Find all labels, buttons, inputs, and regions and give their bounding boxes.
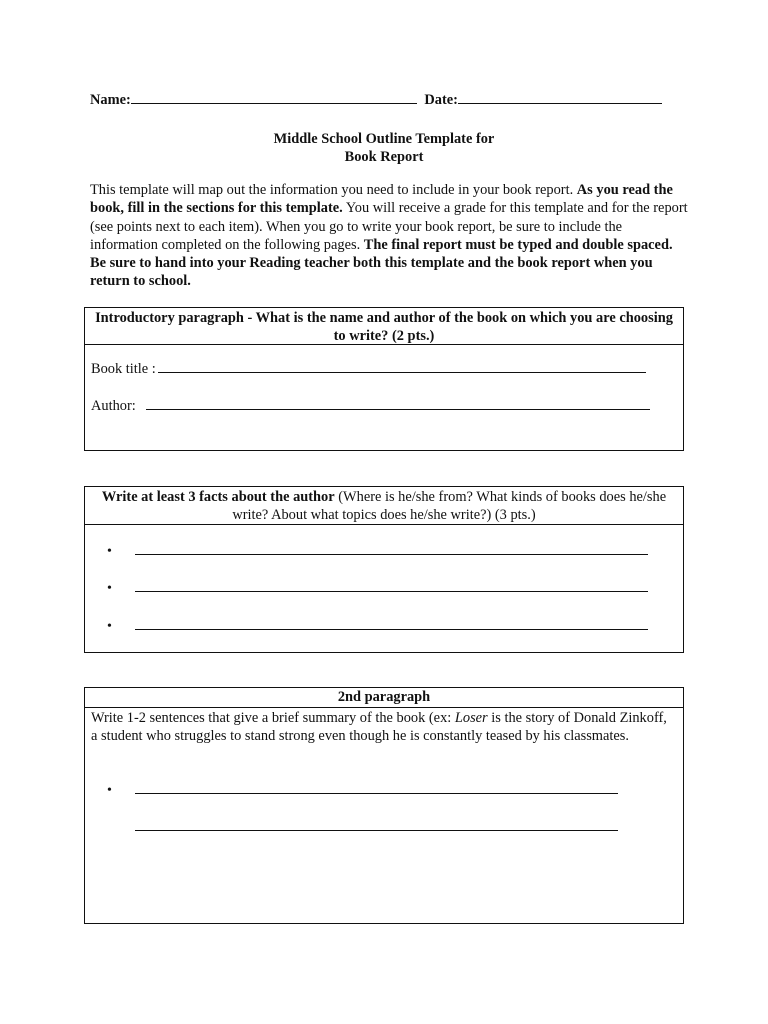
fact-line-3[interactable]: [135, 628, 648, 630]
name-blank-line[interactable]: [131, 102, 417, 104]
date-label: Date:: [424, 92, 458, 108]
second-paragraph-box: [84, 687, 684, 924]
book-title-field: [91, 361, 646, 378]
author-facts-heading-bold: Write at least 3 facts about the author: [101, 489, 335, 505]
fact-bullet-1: [107, 543, 648, 560]
author-label: Author:: [91, 398, 136, 414]
summary-line-1[interactable]: [135, 792, 618, 794]
bullet-icon: •: [107, 544, 112, 559]
book-title-line[interactable]: [158, 371, 646, 373]
name-label: Name:: [90, 92, 131, 108]
author-facts-heading: [85, 487, 683, 525]
intro-bold-2: The final report must be typed and double spaced. Be sure to hand into your Reading teacher both this template and the book report when you return to school.: [90, 236, 673, 290]
intro-section-heading: Introductory paragraph - What is the name and author of the book on which you are choosing to write? (2 pts.): [85, 308, 683, 345]
author-facts-heading-rest: (Where is he/she from? What kinds of books does he/she write? About what topics does he/she write?) (3 pts.): [232, 489, 667, 523]
summary-bullet: [107, 782, 618, 799]
desc-text-1: Write 1-2 sentences that give a brief summary of the book (ex:: [91, 710, 455, 726]
fact-bullet-3: [107, 618, 648, 635]
page-title: [0, 130, 768, 166]
title-line-1: Middle School Outline Template for: [273, 131, 495, 147]
name-date-header: [90, 92, 662, 109]
second-paragraph-description: [91, 709, 671, 746]
intro-paragraph-box: [84, 307, 684, 451]
second-paragraph-heading: 2nd paragraph: [85, 688, 683, 708]
fact-line-2[interactable]: [135, 590, 648, 592]
intro-bold-1: As you read the book, fill in the sections for this template.: [90, 182, 673, 217]
bullet-icon: •: [107, 619, 112, 634]
desc-text-2: is the story of Donald Zinkoff, a student who struggles to stand strong even though he is constantly teased by his classmates.: [91, 710, 667, 745]
author-facts-box: [84, 486, 684, 653]
intro-paragraph: [90, 181, 688, 291]
fact-line-1[interactable]: [135, 553, 648, 555]
summary-line-2[interactable]: [135, 829, 618, 831]
bullet-icon: •: [107, 581, 112, 596]
intro-text-1: This template will map out the information you need to include in your book report.: [90, 182, 577, 198]
author-line[interactable]: [146, 408, 650, 410]
desc-book-title: Loser: [454, 710, 488, 726]
bullet-icon: •: [107, 783, 112, 798]
book-title-label: Book title :: [91, 361, 156, 377]
fact-bullet-2: [107, 580, 648, 597]
intro-text-2: You will receive a grade for this template and for the report (see points next to each item). When you go to write your book report, be sure to include the information completed on the following pages.: [90, 200, 688, 253]
date-blank-line[interactable]: [458, 102, 662, 104]
summary-line-row-2: [107, 819, 618, 836]
author-field: [91, 398, 650, 415]
title-line-2: Book Report: [344, 149, 424, 165]
